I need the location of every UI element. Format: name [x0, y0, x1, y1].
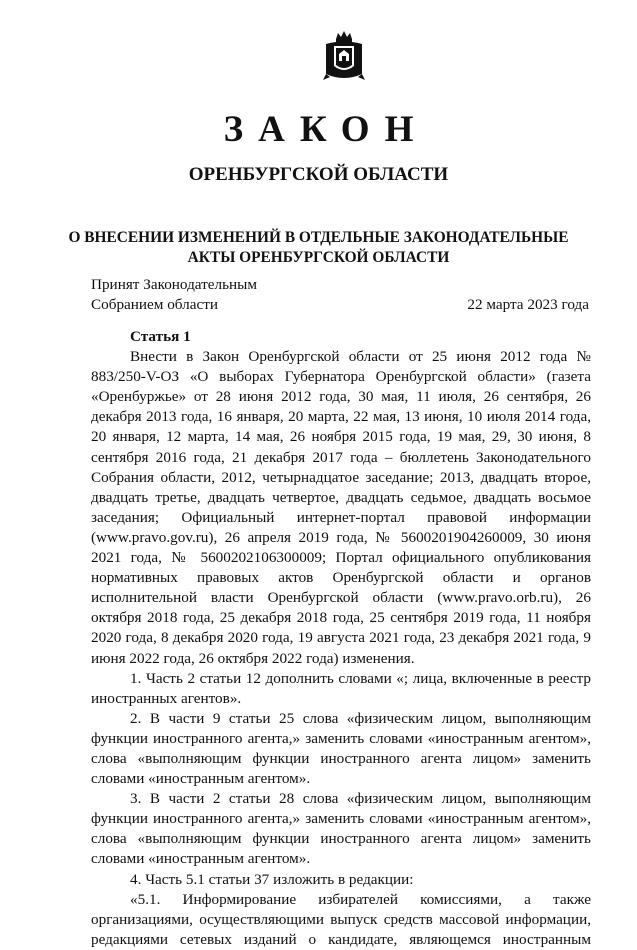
- article-item-1: 1. Часть 2 статьи 12 дополнить словами «; лица, включенные в реестр иностранных агентов».: [91, 669, 591, 707]
- adoption-line-1: Принят Законодательным: [91, 276, 257, 293]
- adoption-date: 22 марта 2023 года: [467, 296, 589, 313]
- act-title-line-2: АКТЫ ОРЕНБУРГСКОЙ ОБЛАСТИ: [187, 249, 450, 266]
- article-intro-paragraph: Внести в Закон Оренбургской области от 25 июня 2012 года № 883/250-V-ОЗ «О выборах Губернатора Оренбургской области» (газета «Оренбуржье» от 28 июня 2012 года, 30 мая, 11 июля, 26 сентября, 26 декабря 2013 года, 16 января, 20 марта, 22 мая, 13 июня, 10 июля 2014 года, 20 января, 12 марта, 14 мая, 26 ноября 2015 года, 19 мая, 29, 30 июня, 8 сентября 2016 года, 21 декабря 2017 года – бюллетень Законодательного Собрания области, 2012, четырнадцатое заседание; 2013, двадцать второе, двадцать третье, двадцать четвертое, двадцать седьмое, двадцать восьмое заседания; Официальный интернет-портал правовой информации (www.pravo.gov.ru), 26 апреля 2019 года, № 5600201904260009, 30 июня 2021 года, № 5600202106300009; Портал официального опубликования нормативных правовых актов Оренбургской области и органов исполнительной власти Оренбургской области (www.pravo.orb.ru), 26 октября 2018 года, 25 декабря 2018 года, 25 сентября 2019 года, 11 ноября 2020 года, 8 декабря 2020 года, 19 августа 2021 года, 23 декабря 2021 года, 9 июня 2022 года, 26 октября 2022 года) изменения.: [91, 348, 591, 667]
- orenburg-coat-of-arms-icon: [322, 30, 366, 82]
- region-title: ОРЕНБУРГСКОЙ ОБЛАСТИ: [188, 164, 449, 185]
- article-heading: Статья 1: [130, 328, 191, 345]
- article-item-2: 2. В части 9 статьи 25 слова «физическим лицом, выполняющим функции иностранного агента,» заменить словами «иностранным агентом», слова «выполняющим функции иностранного агента лицом» заменить словами «иностранным агентом».: [91, 709, 591, 788]
- article-item-4: 4. Часть 5.1 статьи 37 изложить в редакции:: [130, 870, 414, 888]
- article-item-3: 3. В части 2 статьи 28 слова «физическим лицом, выполняющим функции иностранного агента,» заменить словами «иностранным агентом», слова «выполняющим функции иностранного агента лицом» заменить словами «иностранным агентом».: [91, 790, 591, 868]
- adoption-row: [91, 295, 591, 315]
- act-title: [0, 228, 637, 268]
- article-item-5: «5.1. Информирование избирателей комиссиями, а также организациями, осуществляющими выпуск средств массовой информации, редакциями сетевых изданий о кандидате, являющемся иностранным: [91, 890, 591, 948]
- act-title-line-1: О ВНЕСЕНИИ ИЗМЕНЕНИЙ В ОТДЕЛЬНЫЕ ЗАКОНОДАТЕЛЬНЫЕ: [68, 229, 569, 246]
- article-body: [91, 327, 591, 950]
- law-title: ЗАКОН: [223, 109, 429, 150]
- adoption-block: [91, 275, 591, 315]
- adoption-line-2: Собранием области: [91, 296, 218, 313]
